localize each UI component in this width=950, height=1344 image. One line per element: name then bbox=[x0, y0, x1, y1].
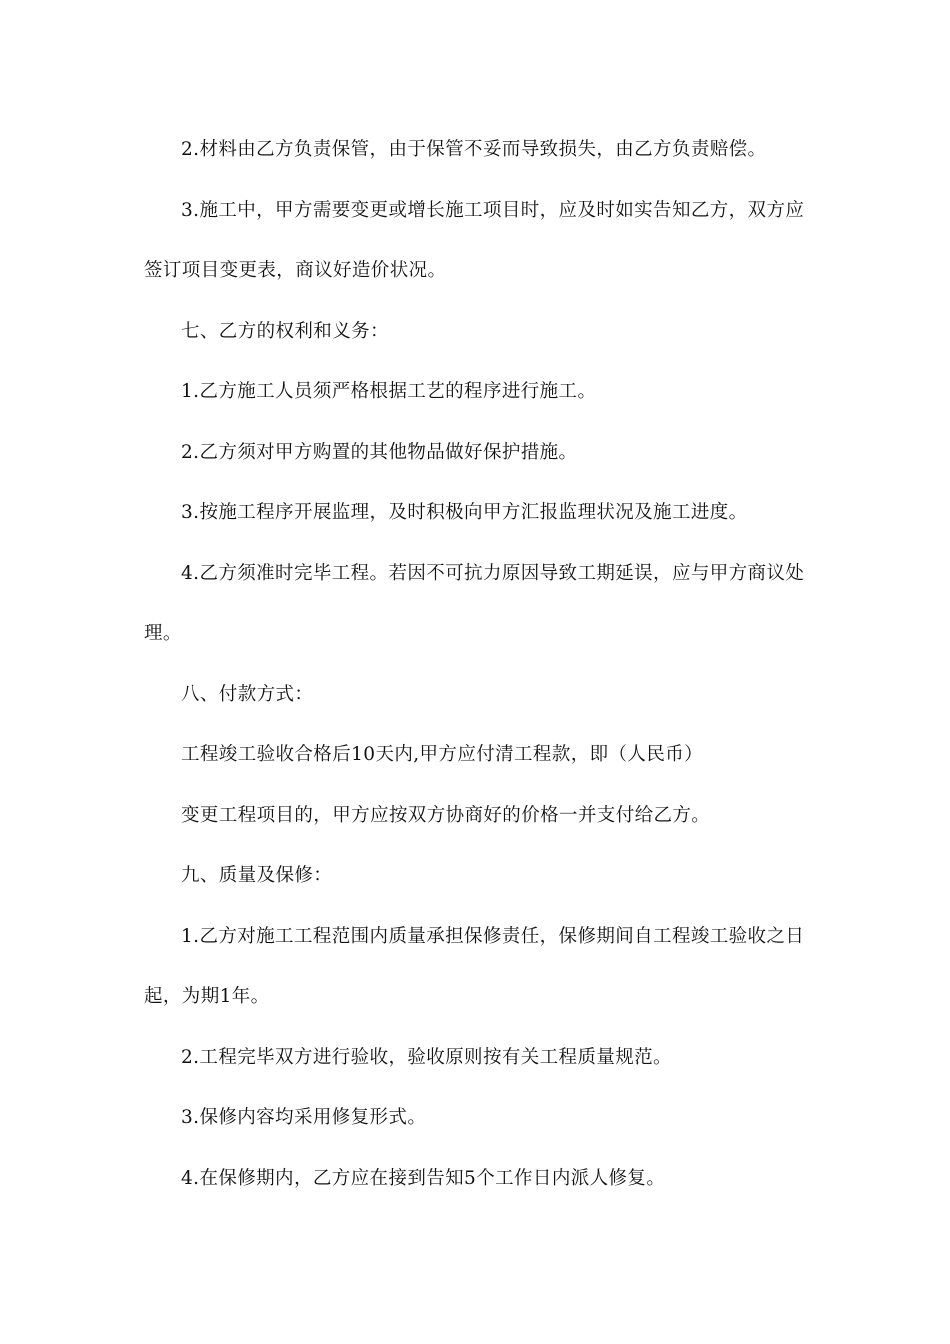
paragraph-change-payment: 变更工程项目的，甲方应按双方协商好的价格一并支付给乙方。 bbox=[181, 804, 711, 826]
paragraph-project-change: 3.施工中，甲方需要变更或增长施工项目时，应及时如实告知乙方，双方应签订项目变更表，商议好造价状况。 bbox=[144, 199, 805, 281]
heading-payment-method: 八、付款方式： bbox=[181, 683, 314, 705]
paragraph-b-protection: 2.乙方须对甲方购置的其他物品做好保护措施。 bbox=[181, 441, 578, 463]
paragraph-b-completion: 4.乙方须准时完毕工程。若因不可抗力原因导致工期延误，应与甲方商议处理。 bbox=[144, 562, 805, 644]
paragraph-repair-form: 3.保修内容均采用修复形式。 bbox=[181, 1107, 427, 1128]
document-body bbox=[144, 120, 810, 1209]
heading-quality-warranty: 九、质量及保修： bbox=[181, 865, 333, 886]
paragraph-acceptance: 2.工程完毕双方进行验收，验收原则按有关工程质量规范。 bbox=[181, 1046, 672, 1068]
heading-party-b-rights: 七、乙方的权利和义务： bbox=[181, 320, 389, 342]
paragraph-b-supervision: 3.按施工程序开展监理，及时积极向甲方汇报监理状况及施工进度。 bbox=[181, 502, 748, 523]
paragraph-b-construction-process: 1.乙方施工人员须严格根据工艺的程序进行施工。 bbox=[181, 381, 597, 402]
paragraph-material-custody: 2.材料由乙方负责保管，由于保管不妥而导致损失，由乙方负责赔偿。 bbox=[181, 139, 767, 160]
paragraph-payment-terms: 工程竣工验收合格后10天内,甲方应付清工程款，即（人民币） bbox=[181, 744, 704, 765]
paragraph-warranty-scope: 1.乙方对施工工程范围内质量承担保修责任，保修期间自工程竣工验收之日起，为期1年。 bbox=[144, 925, 805, 1007]
paragraph-repair-timing: 4.在保修期内，乙方应在接到告知5个工作日内派人修复。 bbox=[181, 1167, 666, 1189]
